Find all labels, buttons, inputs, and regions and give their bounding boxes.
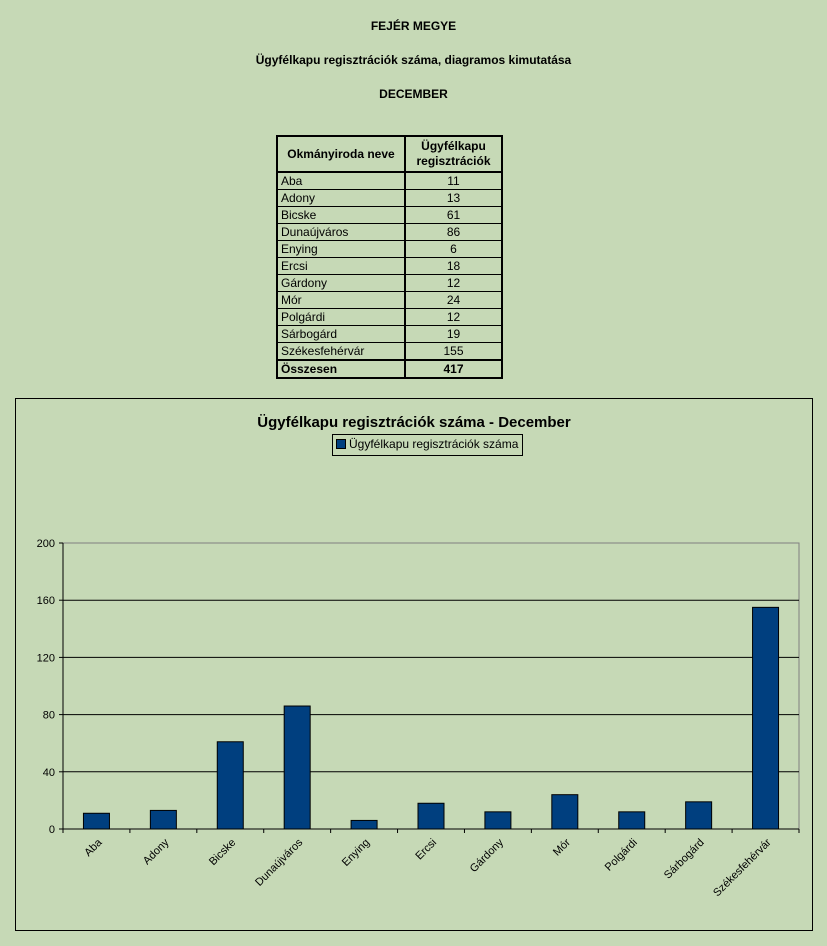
table-header-row bbox=[277, 136, 502, 172]
bar bbox=[284, 706, 310, 829]
registration-count: 18 bbox=[405, 258, 502, 275]
column-header-office: Okmányiroda neve bbox=[277, 136, 405, 172]
chart-area bbox=[15, 398, 813, 931]
office-name: Sárbogárd bbox=[277, 326, 405, 343]
bar bbox=[552, 795, 578, 829]
office-name: Dunaújváros bbox=[277, 224, 405, 241]
registration-count: 155 bbox=[405, 343, 502, 361]
x-tick-label: Ercsi bbox=[413, 836, 440, 863]
table-row bbox=[277, 241, 502, 258]
x-tick-label: Adony bbox=[140, 836, 172, 868]
bar bbox=[351, 820, 377, 829]
office-name: Adony bbox=[277, 190, 405, 207]
column-header-registrations bbox=[405, 136, 502, 172]
total-label: Összesen bbox=[277, 360, 405, 378]
office-name: Aba bbox=[277, 172, 405, 190]
plot-area bbox=[63, 543, 799, 829]
total-value: 417 bbox=[405, 360, 502, 378]
y-tick-label: 80 bbox=[42, 709, 55, 722]
table-row bbox=[277, 172, 502, 190]
y-tick-label: 120 bbox=[36, 652, 55, 665]
bar bbox=[217, 742, 243, 829]
column-header-line1: Ügyfélkapu bbox=[421, 139, 486, 153]
office-name: Ercsi bbox=[277, 258, 405, 275]
bar bbox=[485, 812, 511, 829]
x-tick-label: Gárdony bbox=[467, 836, 507, 875]
office-name: Enying bbox=[277, 241, 405, 258]
bar bbox=[418, 803, 444, 829]
table-row bbox=[277, 275, 502, 292]
y-tick-label: 0 bbox=[48, 824, 55, 836]
report-subtitle: Ügyfélkapu regisztrációk száma, diagramos kimutatása bbox=[255, 53, 572, 67]
registrations-table bbox=[276, 135, 503, 379]
bar bbox=[150, 810, 176, 829]
table-row bbox=[277, 258, 502, 275]
bar-chart bbox=[16, 399, 812, 930]
x-tick-label: Sárbogárd bbox=[661, 836, 707, 882]
x-tick-label: Dunaújváros bbox=[253, 836, 306, 889]
table-row bbox=[277, 207, 502, 224]
month-title: DECEMBER bbox=[379, 87, 448, 101]
bar bbox=[83, 813, 109, 829]
registration-count: 12 bbox=[405, 275, 502, 292]
office-name: Székesfehérvár bbox=[277, 343, 405, 361]
table-row bbox=[277, 343, 502, 361]
x-tick-label: Mór bbox=[551, 836, 573, 859]
registration-count: 13 bbox=[405, 190, 502, 207]
x-tick-label: Polgárdi bbox=[602, 836, 640, 874]
registration-count: 61 bbox=[405, 207, 502, 224]
x-tick-label: Bicske bbox=[206, 836, 239, 869]
bar bbox=[619, 812, 645, 829]
table-row bbox=[277, 309, 502, 326]
y-tick-label: 40 bbox=[42, 766, 55, 779]
column-header-line2: regisztrációk bbox=[416, 154, 491, 168]
bar bbox=[753, 607, 779, 829]
office-name: Bicske bbox=[277, 207, 405, 224]
table-row bbox=[277, 224, 502, 241]
x-tick-label: Aba bbox=[82, 836, 105, 859]
legend-label: Ügyfélkapu regisztrációk száma bbox=[349, 437, 519, 451]
office-name: Mór bbox=[277, 292, 405, 309]
registration-count: 6 bbox=[405, 241, 502, 258]
registration-count: 11 bbox=[405, 172, 502, 190]
registration-count: 19 bbox=[405, 326, 502, 343]
office-name: Polgárdi bbox=[277, 309, 405, 326]
bar bbox=[686, 802, 712, 829]
registration-count: 24 bbox=[405, 292, 502, 309]
table-row bbox=[277, 292, 502, 309]
office-name: Gárdony bbox=[277, 275, 405, 292]
y-tick-label: 200 bbox=[36, 538, 55, 550]
registration-count: 12 bbox=[405, 309, 502, 326]
y-tick-label: 160 bbox=[36, 595, 55, 608]
table-total-row bbox=[277, 360, 502, 378]
table-row bbox=[277, 190, 502, 207]
x-tick-label: Székesfehérvár bbox=[711, 836, 774, 900]
table-row bbox=[277, 326, 502, 343]
county-title: FEJÉR MEGYE bbox=[370, 19, 457, 33]
x-tick-label: Enying bbox=[339, 836, 373, 869]
chart-title: Ügyfélkapu regisztrációk száma - December bbox=[257, 414, 571, 431]
registration-count: 86 bbox=[405, 224, 502, 241]
